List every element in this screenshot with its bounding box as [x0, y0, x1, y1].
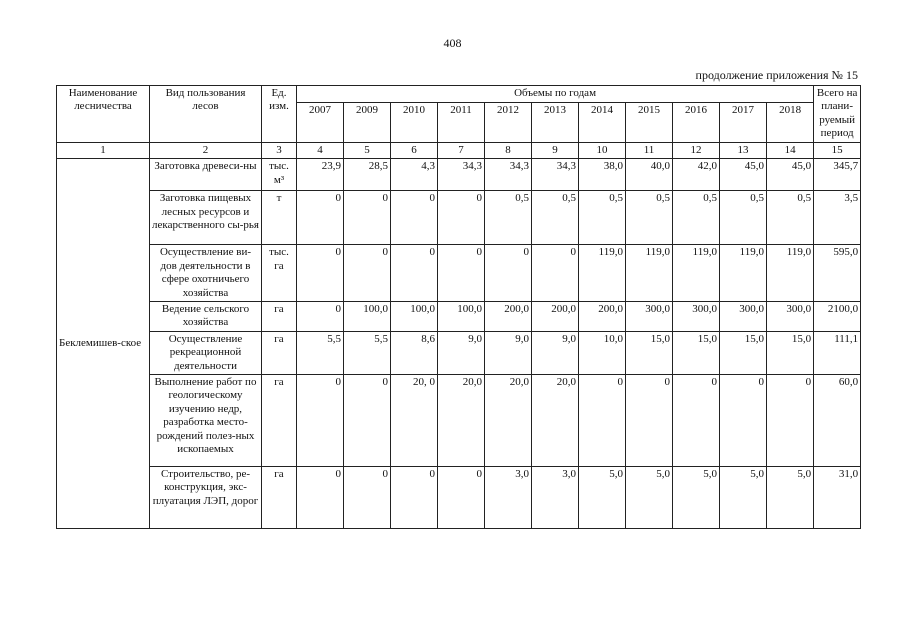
period-total: 595,0 [814, 245, 861, 302]
table-row [57, 331, 861, 374]
year-value: 15,0 [767, 331, 814, 374]
header-year: 2016 [673, 103, 720, 143]
year-value: 300,0 [767, 302, 814, 332]
period-total: 31,0 [814, 467, 861, 529]
year-value: 0 [438, 191, 485, 245]
year-value: 0 [297, 375, 344, 467]
year-value: 119,0 [720, 245, 767, 302]
year-value: 119,0 [579, 245, 626, 302]
year-value: 5,5 [344, 331, 391, 374]
unit-of-measure: тыс. га [262, 245, 297, 302]
header-district: Наименование лесничества [57, 86, 150, 143]
year-value: 0 [391, 245, 438, 302]
year-value: 5,5 [297, 331, 344, 374]
year-value: 0,5 [720, 191, 767, 245]
header-year: 2018 [767, 103, 814, 143]
column-number: 6 [391, 143, 438, 159]
header-year: 2015 [626, 103, 673, 143]
header-volumes: Объемы по годам [297, 86, 814, 103]
year-value: 100,0 [391, 302, 438, 332]
header-total: Всего на плани-руемый период [814, 86, 861, 143]
year-value: 3,0 [485, 467, 532, 529]
year-value: 34,3 [438, 159, 485, 191]
table-row [57, 245, 861, 302]
year-value: 34,3 [532, 159, 579, 191]
year-value: 45,0 [767, 159, 814, 191]
unit-of-measure: га [262, 467, 297, 529]
year-value: 5,0 [673, 467, 720, 529]
continuation-caption: продолжение приложения № 15 [695, 68, 858, 82]
year-value: 100,0 [438, 302, 485, 332]
year-value: 200,0 [532, 302, 579, 332]
year-value: 42,0 [673, 159, 720, 191]
district-name: Беклемишев-ское [57, 159, 150, 529]
usage-type: Строительство, ре-конструкция, экс-плуатация ЛЭП, дорог [150, 467, 262, 529]
year-value: 5,0 [720, 467, 767, 529]
year-value: 0 [626, 375, 673, 467]
year-value: 4,3 [391, 159, 438, 191]
usage-type: Ведение сельского хозяйства [150, 302, 262, 332]
period-total: 111,1 [814, 331, 861, 374]
header-year: 2012 [485, 103, 532, 143]
year-value: 40,0 [626, 159, 673, 191]
year-value: 300,0 [626, 302, 673, 332]
column-number: 9 [532, 143, 579, 159]
year-value: 200,0 [579, 302, 626, 332]
table-row [57, 467, 861, 529]
header-year: 2010 [391, 103, 438, 143]
column-number: 8 [485, 143, 532, 159]
column-number: 2 [150, 143, 262, 159]
table-row [57, 159, 861, 191]
column-number: 10 [579, 143, 626, 159]
year-value: 15,0 [720, 331, 767, 374]
column-number: 13 [720, 143, 767, 159]
table-row [57, 375, 861, 467]
year-value: 300,0 [720, 302, 767, 332]
year-value: 0,5 [673, 191, 720, 245]
table-row [57, 302, 861, 332]
year-value: 119,0 [673, 245, 720, 302]
year-value: 0,5 [579, 191, 626, 245]
year-value: 0 [344, 245, 391, 302]
header-year: 2007 [297, 103, 344, 143]
year-value: 0 [344, 467, 391, 529]
year-value: 3,0 [532, 467, 579, 529]
year-value: 300,0 [673, 302, 720, 332]
column-number: 11 [626, 143, 673, 159]
header-year: 2014 [579, 103, 626, 143]
period-total: 345,7 [814, 159, 861, 191]
year-value: 0 [485, 245, 532, 302]
year-value: 0 [438, 245, 485, 302]
column-number: 4 [297, 143, 344, 159]
period-total: 3,5 [814, 191, 861, 245]
column-number: 1 [57, 143, 150, 159]
year-value: 20,0 [485, 375, 532, 467]
header-usage: Вид пользования лесов [150, 86, 262, 143]
usage-type: Заготовка древеси-ны [150, 159, 262, 191]
year-value: 0 [297, 302, 344, 332]
year-value: 119,0 [626, 245, 673, 302]
column-number: 14 [767, 143, 814, 159]
year-value: 0 [391, 467, 438, 529]
year-value: 0 [438, 467, 485, 529]
year-value: 0 [579, 375, 626, 467]
column-number: 3 [262, 143, 297, 159]
year-value: 15,0 [626, 331, 673, 374]
year-value: 0 [767, 375, 814, 467]
period-total: 2100,0 [814, 302, 861, 332]
year-value: 100,0 [344, 302, 391, 332]
year-value: 45,0 [720, 159, 767, 191]
year-value: 0,5 [532, 191, 579, 245]
header-unit: Ед. изм. [262, 86, 297, 143]
header-year: 2009 [344, 103, 391, 143]
year-value: 0 [297, 245, 344, 302]
year-value: 9,0 [532, 331, 579, 374]
year-value: 8,6 [391, 331, 438, 374]
column-number: 5 [344, 143, 391, 159]
year-value: 200,0 [485, 302, 532, 332]
year-value: 0 [391, 191, 438, 245]
year-value: 38,0 [579, 159, 626, 191]
year-value: 20, 0 [391, 375, 438, 467]
year-value: 5,0 [767, 467, 814, 529]
year-value: 0,5 [767, 191, 814, 245]
year-value: 0,5 [626, 191, 673, 245]
year-value: 5,0 [626, 467, 673, 529]
year-value: 10,0 [579, 331, 626, 374]
year-value: 0 [673, 375, 720, 467]
year-value: 0 [344, 191, 391, 245]
year-value: 34,3 [485, 159, 532, 191]
year-value: 0 [344, 375, 391, 467]
year-value: 0 [532, 245, 579, 302]
forestry-usage-table [56, 85, 861, 529]
unit-of-measure: т [262, 191, 297, 245]
header-year: 2017 [720, 103, 767, 143]
year-value: 119,0 [767, 245, 814, 302]
usage-type: Выполнение работ по геологическому изучению недр, разработка место-рождений полез-ных ископаемых [150, 375, 262, 467]
year-value: 0 [297, 191, 344, 245]
year-value: 0 [720, 375, 767, 467]
year-value: 23,9 [297, 159, 344, 191]
year-value: 0 [297, 467, 344, 529]
unit-of-measure: га [262, 375, 297, 467]
column-number: 12 [673, 143, 720, 159]
period-total: 60,0 [814, 375, 861, 467]
year-value: 9,0 [485, 331, 532, 374]
year-value: 5,0 [579, 467, 626, 529]
header-year: 2011 [438, 103, 485, 143]
year-value: 28,5 [344, 159, 391, 191]
usage-type: Заготовка пищевых лесных ресурсов и лекарственного сы-рья [150, 191, 262, 245]
year-value: 9,0 [438, 331, 485, 374]
year-value: 20,0 [438, 375, 485, 467]
column-number: 15 [814, 143, 861, 159]
page-number: 408 [443, 36, 462, 50]
table-row [57, 191, 861, 245]
year-value: 20,0 [532, 375, 579, 467]
unit-of-measure: га [262, 331, 297, 374]
header-year: 2013 [532, 103, 579, 143]
usage-type: Осуществление рекреационной деятельности [150, 331, 262, 374]
unit-of-measure: тыс. м³ [262, 159, 297, 191]
year-value: 15,0 [673, 331, 720, 374]
unit-of-measure: га [262, 302, 297, 332]
usage-type: Осуществление ви-дов деятельности в сфере охотничьего хозяйства [150, 245, 262, 302]
column-number: 7 [438, 143, 485, 159]
year-value: 0,5 [485, 191, 532, 245]
